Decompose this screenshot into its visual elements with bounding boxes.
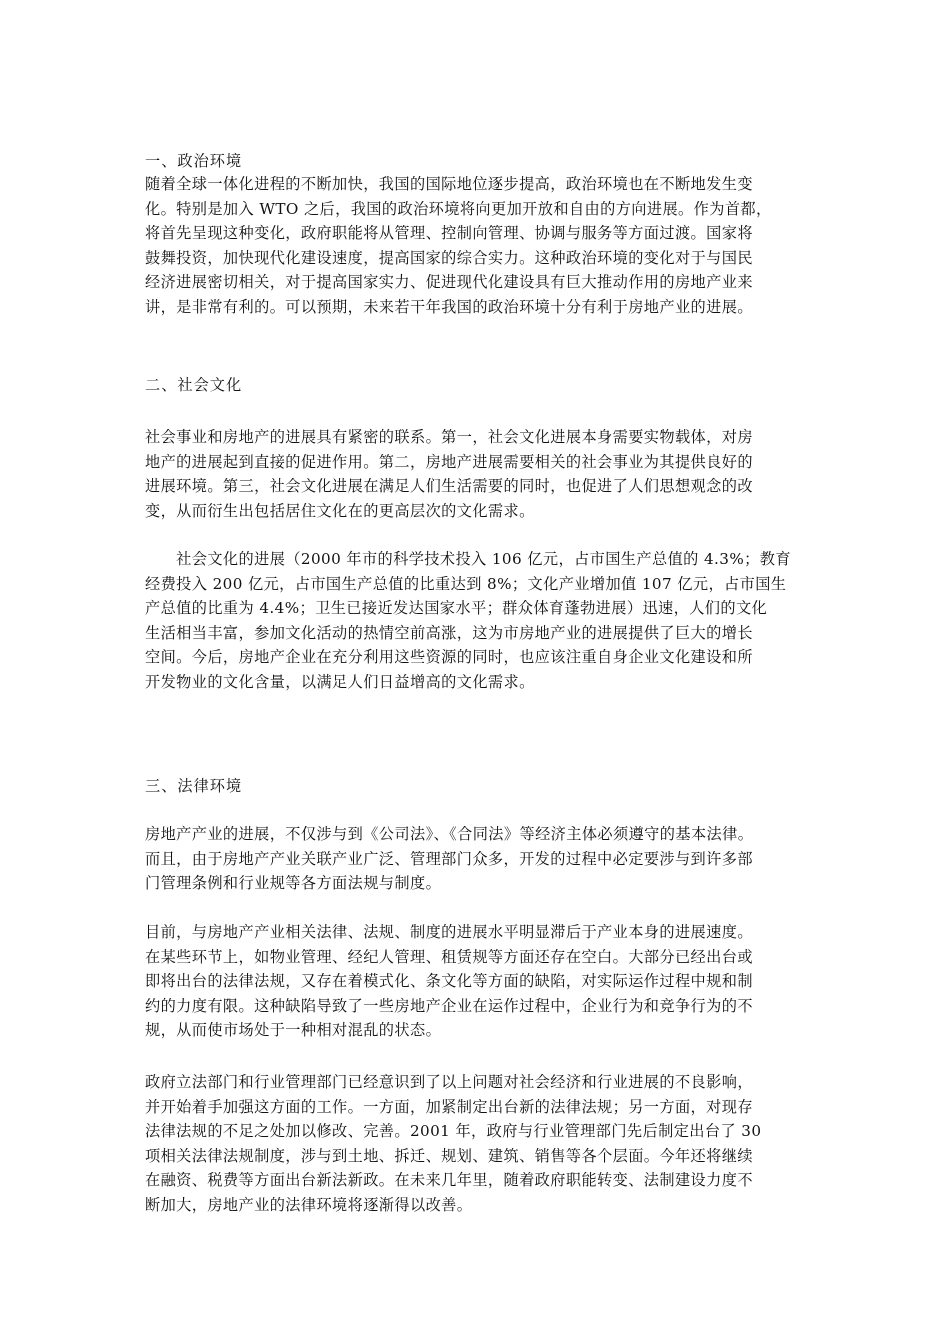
text-line: 讲，是非常有利的。可以预期，未来若干年我国的政治环境十分有利于房地产业的进展。: [145, 297, 753, 316]
section-heading-legal: 三、法律环境: [145, 777, 243, 795]
text-line: 在融资、税费等方面出台新法新政。在未来几年里，随着政府职能转变、法制建设力度不: [145, 1171, 753, 1190]
paragraph-social-culture-1: [145, 425, 820, 523]
text-line: 房地产产业的进展，不仅涉与到《公司法》、《合同法》等经济主体必须遵守的基本法律。: [145, 825, 754, 843]
text-line: 空间。今后，房地产企业在充分利用这些资源的同时，也应该注重自身企业文化建设和所: [145, 648, 753, 667]
text-line: 在某些环节上，如物业管理、经纪人管理、租赁规等方面还存在空白。大部分已经出台或: [145, 947, 753, 966]
section-heading-social-culture: 二、社会文化: [145, 376, 243, 394]
paragraph-legal-1: [145, 822, 820, 896]
paragraph-legal-2: [145, 920, 820, 1043]
paragraph-politics: [145, 172, 820, 320]
text-line: 政府立法部门和行业管理部门已经意识到了以上问题对社会经济和行业进展的不良影响，: [145, 1073, 753, 1091]
text-line: 项相关法律法规制度，涉与到土地、拆迁、规划、建筑、销售等各个层面。今年还将继续: [145, 1146, 753, 1165]
text-line: 变，从而衍生出包括居住文化在的更高层次的文化需求。: [145, 501, 535, 520]
text-line: 生活相当丰富，参加文化活动的热情空前高涨，这为市房地产业的进展提供了巨大的增长: [145, 623, 753, 642]
text-line: 而且，由于房地产产业关联产业广泛、管理部门众多，开发的过程中必定要涉与到许多部: [145, 849, 753, 868]
text-line: 鼓舞投资，加快现代化建设速度，提高国家的综合实力。这种政治环境的变化对于与国民: [145, 248, 753, 267]
text-line: 经济进展密切相关，对于提高国家实力、促进现代化建设具有巨大推动作用的房地产业来: [145, 273, 753, 292]
text-line: 地产的进展起到直接的促进作用。第二，房地产进展需要相关的社会事业为其提供良好的: [145, 452, 753, 471]
text-line: 目前，与房地产产业相关法律、法规、制度的进展水平明显滞后于产业本身的进展速度。: [145, 923, 753, 941]
text-line: 即将出台的法律法规，又存在着模式化、条文化等方面的缺陷，对实际运作过程中规和制: [145, 972, 753, 991]
text-line: 经费投入 200 亿元，占市国生产总值的比重达到 8%；文化产业增加值 107 亿元，占市国生: [145, 574, 787, 593]
text-line: 随着全球一体化进程的不断加快，我国的国际地位逐步提高，政治环境也在不断地发生变: [145, 175, 753, 193]
text-line: 化。特别是加入 WTO 之后，我国的政治环境将向更加开放和自由的方向进展。作为首都，: [145, 199, 772, 218]
paragraph-social-culture-2: [145, 547, 820, 695]
text-line: 断加大，房地产业的法律环境将逐渐得以改善。: [145, 1195, 473, 1214]
section-heading-politics: 一、政治环境: [145, 152, 243, 170]
text-line: 门管理条例和行业规等各方面法规与制度。: [145, 874, 442, 893]
text-line: 社会文化的进展（2000 年市的科学技术投入 106 亿元，占市国生产总值的 4.3%；教育: [145, 550, 791, 568]
text-line: 开发物业的文化含量，以满足人们日益增高的文化需求。: [145, 672, 535, 691]
paragraph-legal-3: [145, 1070, 820, 1218]
text-line: 规，从而使市场处于一种相对混乱的状态。: [145, 1021, 442, 1040]
text-line: 进展环境。第三，社会文化进展在满足人们生活需要的同时，也促进了人们思想观念的改: [145, 477, 753, 496]
text-line: 并开始着手加强这方面的工作。一方面，加紧制定出台新的法律法规；另一方面，对现存: [145, 1097, 753, 1116]
text-line: 约的力度有限。这种缺陷导致了一些房地产企业在运作过程中，企业行为和竞争行为的不: [145, 996, 753, 1015]
text-line: 社会事业和房地产的进展具有紧密的联系。第一，社会文化进展本身需要实物载体，对房: [145, 428, 753, 446]
text-line: 法律法规的不足之处加以修改、完善。2001 年，政府与行业管理部门先后制定出台了 30: [145, 1122, 762, 1141]
text-line: 产总值的比重为 4.4%；卫生已接近发达国家水平；群众体育蓬勃进展）迅速，人们的文化: [145, 599, 768, 618]
text-line: 将首先呈现这种变化，政府职能将从管理、控制向管理、协调与服务等方面过渡。国家将: [145, 224, 753, 243]
